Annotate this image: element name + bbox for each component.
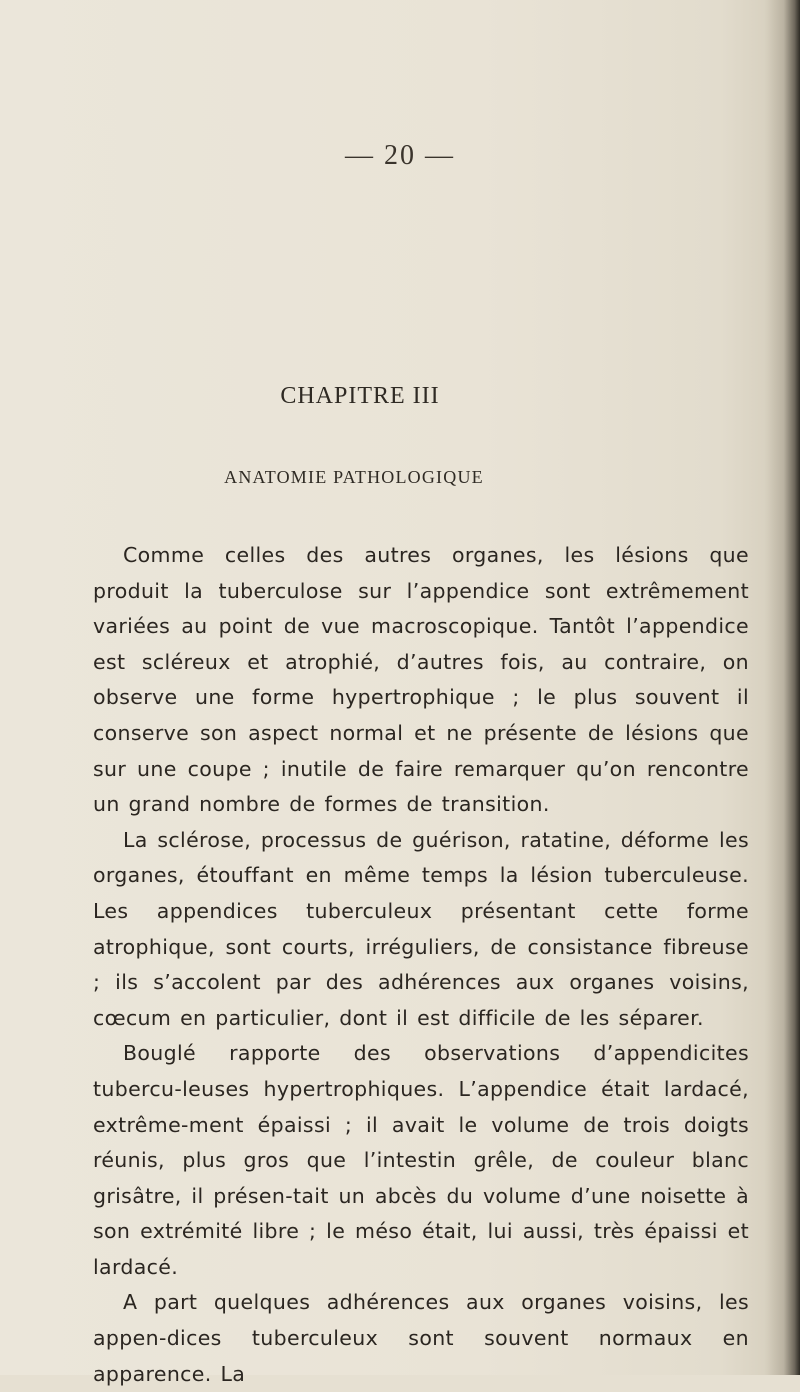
body-text bbox=[93, 538, 749, 1392]
page-number: — 20 — bbox=[345, 140, 455, 171]
paragraph: Comme celles des autres organes, les lésions que produit la tuberculose sur l’appendice sont extrêmement variées au point de vue macroscopique. Tantôt l’appendice est scléreux et atrophié, d’autres fois, au contraire, on observe une forme hypertrophique ; le plus souvent il conserve son aspect normal et ne présente de lésions que sur une coupe ; inutile de faire remarquer qu’on rencontre un grand nombre de formes de transition. bbox=[93, 543, 749, 817]
chapter-heading: CHAPITRE III bbox=[280, 383, 440, 409]
paragraph: A part quelques adhérences aux organes voisins, les appen-dices tuberculeux sont souvent normaux en apparence. La bbox=[93, 1290, 749, 1386]
page-edge-shadow bbox=[764, 0, 800, 1375]
section-heading: ANATOMIE PATHOLOGIQUE bbox=[224, 467, 484, 487]
paragraph: Bouglé rapporte des observations d’appendicites tubercu-leuses hypertrophiques. L’appendice était lardacé, extrême-ment épaissi ; il avait le volume de trois doigts réunis, plus gros que l’intestin grêle, de couleur blanc grisâtre, il présen-tait un abcès du volume d’une noisette à son extrémité libre ; le méso était, lui aussi, très épaissi et lardacé. bbox=[93, 1041, 749, 1279]
paragraph: La sclérose, processus de guérison, ratatine, déforme les organes, étouffant en même temps la lésion tuberculeuse. Les appendices tuberculeux présentant cette forme atrophique, sont courts, irréguliers, de consistance fibreuse ; ils s’accolent par des adhérences aux organes voisins, cœcum en particulier, dont il est difficile de les séparer. bbox=[93, 827, 749, 1030]
